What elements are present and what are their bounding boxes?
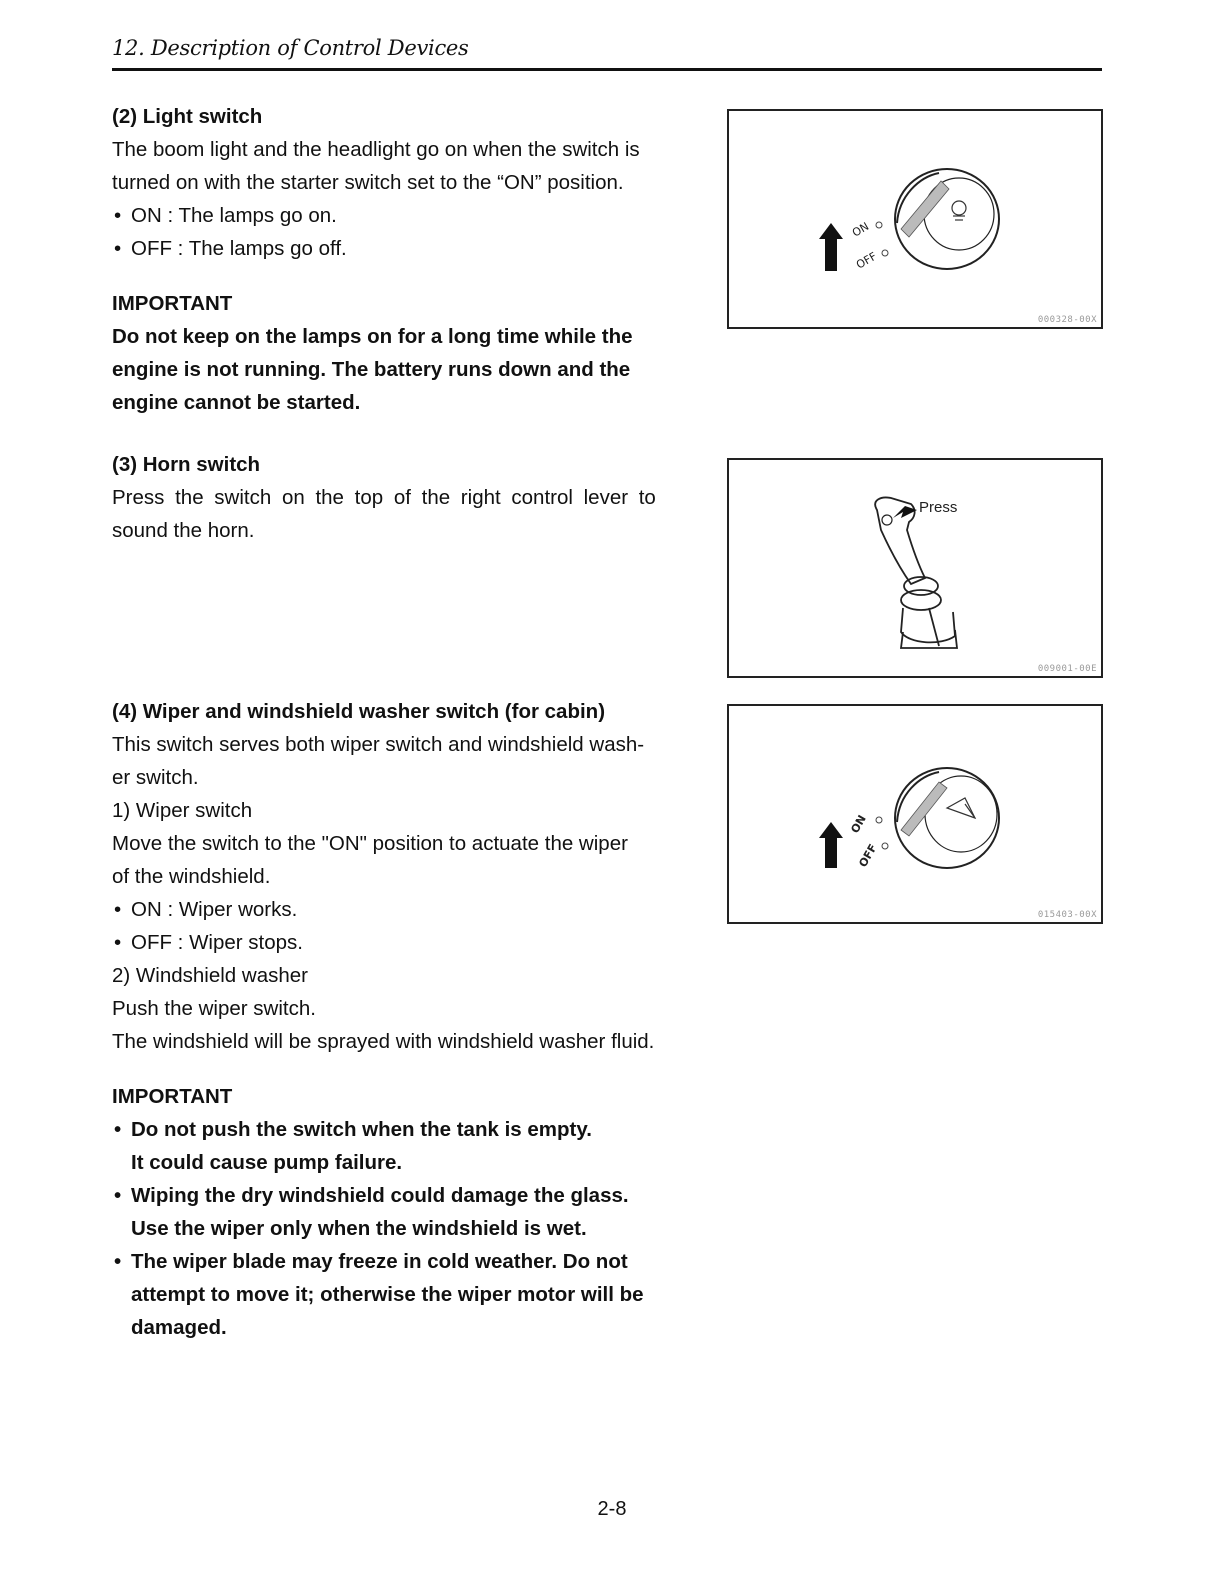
important-line: The wiper blade may freeze in cold weather. Do not	[131, 1250, 628, 1273]
important-label: IMPORTANT	[112, 292, 233, 315]
figure-code: 015403-00X	[1037, 910, 1097, 920]
section-light-switch	[112, 100, 692, 419]
important-line: Wiping the dry windshield could damage the glass.	[131, 1184, 629, 1207]
control-lever-illustration	[729, 460, 1101, 676]
body-line: 2) Windshield washer	[112, 964, 308, 987]
body-line: Move the switch to the "ON" position to actuate the wiper	[112, 832, 628, 855]
figure-press-label: Press	[919, 499, 958, 516]
bullet-item: • ON : The lamps go on.	[112, 199, 692, 232]
page-header	[112, 34, 1102, 71]
body-line: er switch.	[112, 766, 199, 789]
bullet-item: • ON : Wiper works.	[112, 893, 692, 926]
important-line: Use the wiper only when the windshield is wet.	[131, 1217, 587, 1240]
important-line: It could cause pump failure.	[131, 1151, 403, 1174]
important-line: attempt to move it; otherwise the wiper motor will be	[131, 1283, 644, 1306]
important-line: Do not push the switch when the tank is empty.	[131, 1118, 592, 1141]
section-heading: (3) Horn switch	[112, 453, 261, 476]
important-item	[112, 1245, 692, 1344]
important-line: Do not keep on the lamps on for a long time while the	[112, 325, 633, 348]
important-item	[112, 1179, 692, 1245]
important-item	[112, 1113, 692, 1179]
section-heading: (4) Wiper and windshield washer switch (for cabin)	[112, 700, 606, 723]
bullet-item: • OFF : The lamps go off.	[112, 232, 692, 265]
section-heading: (2) Light switch	[112, 105, 263, 128]
body-line: turned on with the starter switch set to the “ON” position.	[112, 171, 624, 194]
important-line: engine cannot be started.	[112, 391, 361, 414]
figure-off-label: OFF	[856, 841, 880, 870]
figure-code: 000328-00X	[1037, 315, 1097, 325]
body-line: Push the wiper switch.	[112, 997, 316, 1020]
figure-light-switch	[727, 109, 1103, 329]
figure-on-label: ON	[850, 219, 872, 240]
header-title: 12. Description of Control Devices	[112, 36, 469, 60]
body-line: sound the horn.	[112, 519, 255, 542]
wiper-icon	[947, 798, 975, 818]
important-label: IMPORTANT	[112, 1085, 233, 1108]
section-wiper-switch	[112, 695, 692, 1344]
wiper-switch-illustration	[729, 706, 1101, 922]
page-number: 2-8	[597, 1498, 627, 1520]
body-line: The boom light and the headlight go on when the switch is	[112, 138, 640, 161]
body-line: Press the switch on the top of the right control lever to	[112, 486, 656, 509]
body-line: 1) Wiper switch	[112, 799, 253, 822]
figure-wiper-switch	[727, 704, 1103, 924]
up-arrow-icon	[819, 822, 843, 868]
figure-off-label: OFF	[854, 249, 879, 272]
figure-horn-switch	[727, 458, 1103, 678]
important-line: damaged.	[131, 1316, 227, 1339]
figure-code: 009001-00E	[1037, 664, 1097, 674]
light-switch-illustration	[729, 111, 1101, 327]
lamp-icon	[952, 201, 966, 220]
bullet-item: • OFF : Wiper stops.	[112, 926, 692, 959]
body-line: of the windshield.	[112, 865, 271, 888]
section-horn-switch	[112, 448, 692, 547]
important-line: engine is not running. The battery runs down and the	[112, 358, 631, 381]
figure-on-label: ON	[848, 812, 869, 836]
body-line: The windshield will be sprayed with windshield washer fluid.	[112, 1030, 655, 1053]
up-arrow-icon	[819, 223, 843, 271]
body-line: This switch serves both wiper switch and windshield wash-	[112, 733, 645, 756]
